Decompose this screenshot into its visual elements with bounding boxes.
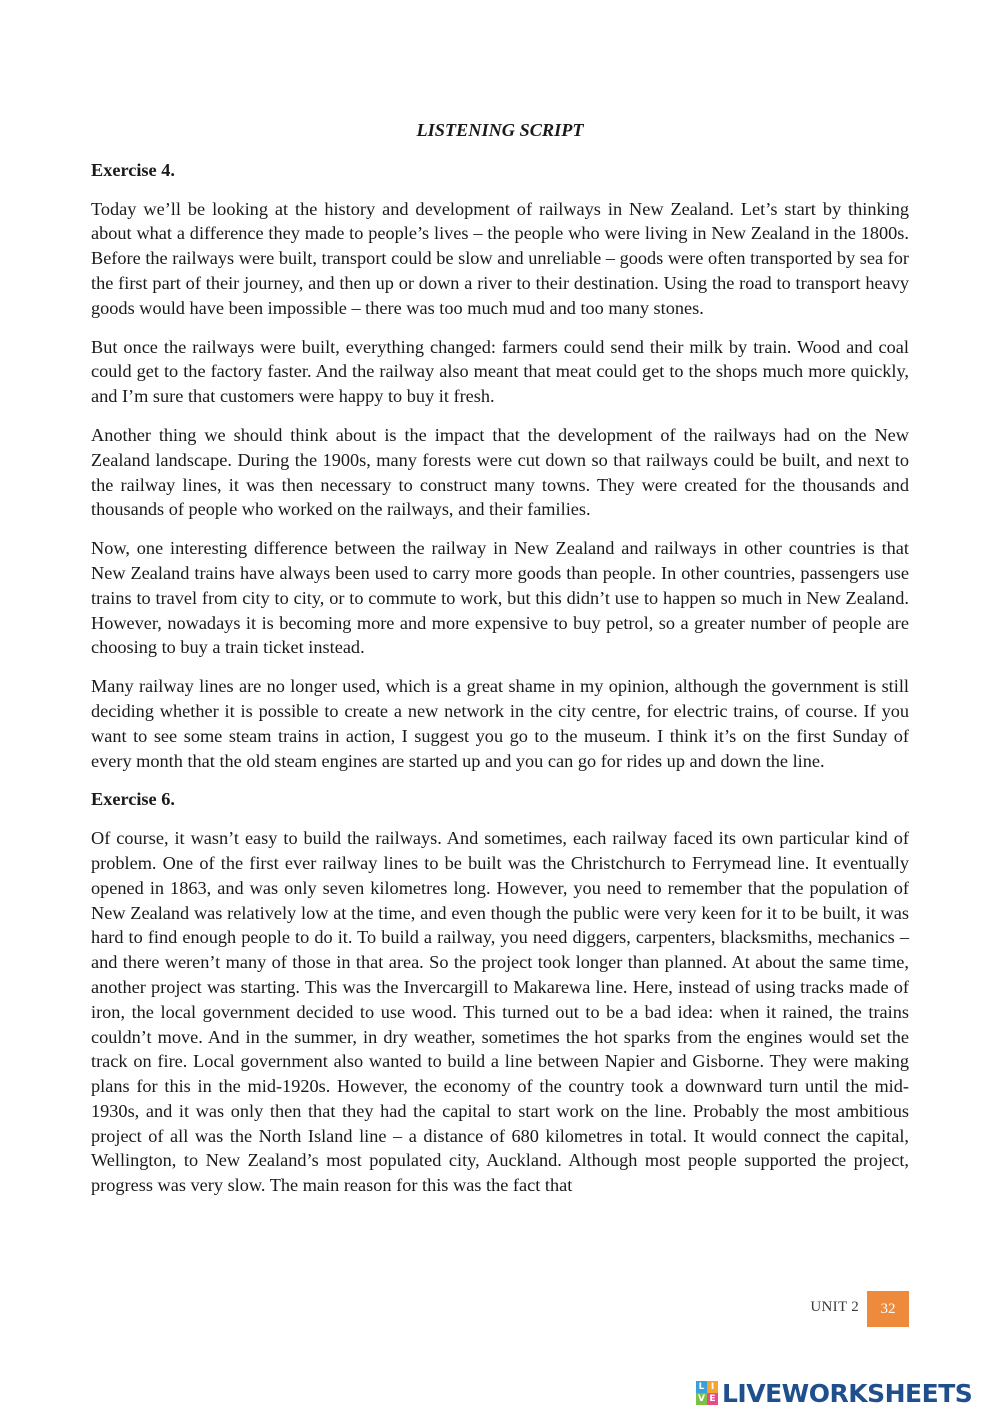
document-body — [91, 118, 909, 1212]
page-footer — [0, 1291, 1000, 1327]
liveworksheets-watermark — [696, 1378, 972, 1408]
paragraph: Of course, it wasn’t easy to build the railways. And sometimes, each railway faced its own particular kind of problem. One of the first ever railway lines to be built was the Christchurch to Ferrymead line. It eventually opened in 1863, and was only seven kilometres long. However, you need to remember that the population of New Zealand was relatively low at the time, and even though the public were very keen for it to be built, it was hard to find enough people to do it. To build a railway, you need diggers, carpenters, blacksmiths, mechanics – and there weren’t many of those in that area. So the project took longer than planned. At about the same time, another project was starting. This was the Invercargill to Makarewa line. Here, instead of using tracks made of iron, the local government decided to use wood. This turned out to be a bad idea: when it rained, the trains couldn’t move. And in the summer, in dry weather, sometimes the hot sparks from the engines would set the track on fire. Local government also wanted to build a line between Napier and Gisborne. They were making plans for this in the mid-1920s. However, the economy of the country took a downward turn until the mid-1930s, and it was only then that they had the capital to start work on the line. Probably the most ambitious project of all was the North Island line – a distance of 680 kilometres in total. It would connect the capital, Wellington, to New Zealand’s most populated city, Auckland. Although most people supported the project, progress was very slow. The main reason for this was the fact that — [91, 828, 909, 1196]
logo-tile: E — [707, 1393, 718, 1405]
unit-label: UNIT 2 — [810, 1299, 859, 1315]
exercise-6-heading: Exercise 6. — [91, 789, 175, 810]
exercise-4-heading: Exercise 4. — [91, 159, 175, 180]
logo-tile: I — [707, 1381, 718, 1393]
paragraph: Now, one interesting difference between the railway in New Zealand and railways in other countries is that New Zealand trains have always been used to carry more goods than people. In other countries, passengers use trains to travel from city to city, or to commute to work, but this didn’t use to happen so much in New Zealand. However, nowadays it is becoming more and more expensive to buy petrol, so a greater number of people are choosing to buy a train ticket instead. — [91, 538, 909, 658]
paragraph: Another thing we should think about is the impact that the development of the railways had on the New Zealand landscape. During the 1900s, many forests were cut down so that railways could be built, and next to the railway lines, it was then necessary to construct many towns. They were created for the thousands and thousands of people who worked on the railways, and their families. — [91, 424, 909, 520]
page-number: 32 — [867, 1291, 909, 1327]
exercise-4-section — [91, 158, 909, 774]
paragraph: But once the railways were built, everything changed: farmers could send their milk by train. Wood and coal could get to the factory faster. And the railway also meant that meat could get to the shops much more quickly, and I’m sure that customers were happy to buy it fresh. — [91, 336, 909, 407]
liveworksheets-wordmark: LIVEWORKSHEETS — [722, 1378, 973, 1408]
paragraph: Today we’ll be looking at the history and development of railways in New Zealand. Let’s start by thinking about what a difference they made to people’s lives – the people who were living in New Zealand in the 1800s. Before the railways were built, transport could be slow and unreliable – goods were often transported by sea for the first part of their journey, and then up or down a river to their destination. Using the road to transport heavy goods would have been impossible – there was too much mud and too many stones. — [91, 198, 909, 318]
logo-tile: L — [696, 1381, 707, 1393]
liveworksheets-logo-icon — [696, 1381, 718, 1405]
page-title: LISTENING SCRIPT — [416, 120, 584, 140]
logo-tile: V — [696, 1393, 707, 1405]
paragraph: Many railway lines are no longer used, which is a great shame in my opinion, although the government is still deciding whether it is possible to create a new network in the city centre, for electric trains, of course. If you want to see some steam trains in action, I suggest you go to the museum. I think it’s on the first Sunday of every month that the old steam engines are started up and you can go for rides up and down the line. — [91, 676, 909, 771]
exercise-6-section — [91, 787, 909, 1198]
